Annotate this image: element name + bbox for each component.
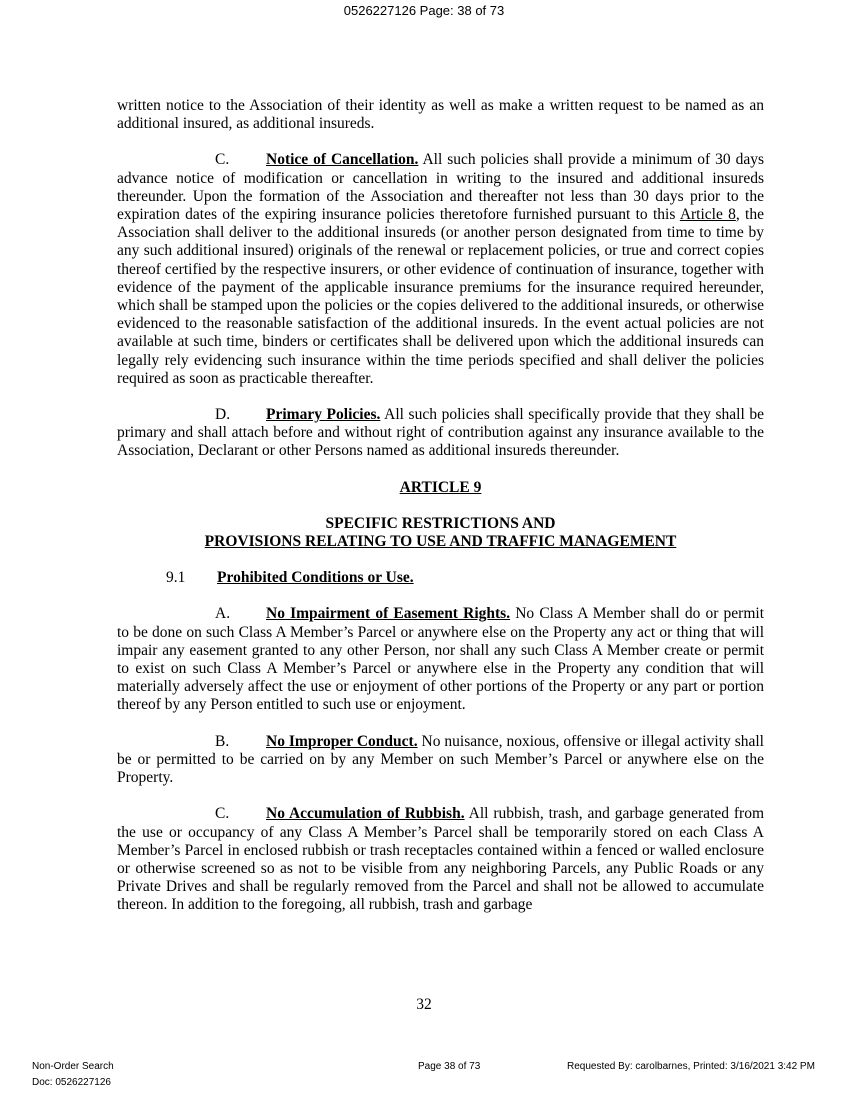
paragraph-text: , the Association shall deliver to the additional insureds (or another person designated from time to time by any such additional insured) originals of the renewal or replacement policies, or true and correct copies thereof certified by the respective insurers, or other evidence of continuation of insurance, together with evidence of the payment of the applicable insurance premiums for the insurance required hereunder, which shall be stamped upon the policies or the copies delivered to the additional insureds, or otherwise evidenced to the reasonable satisfaction of the additional insureds. In the event actual policies are not available at such time, binders or certificates shall be delivered upon which the additional insureds can legally rely evidencing such insurance within the time periods specified and shall deliver the policies required as soon as practicable thereafter. <box>117 206 764 387</box>
intro-paragraph: written notice to the Association of their identity as well as make a written request to be named as an additional insured, as additional insureds. <box>117 97 764 133</box>
paragraph-title: No Accumulation of Rubbish. <box>266 805 465 823</box>
article-subtitle: SPECIFIC RESTRICTIONS AND <box>325 514 556 532</box>
paragraph-title: No Improper Conduct. <box>266 732 418 750</box>
paragraph-no-improper-conduct <box>117 733 764 788</box>
paragraph-notice-of-cancellation <box>117 151 764 388</box>
paragraph-label: B. <box>215 732 230 750</box>
section-heading <box>117 569 764 587</box>
footer-requested-by: Requested By: carolbarnes, Printed: 3/16/2021 3:42 PM <box>567 1061 815 1072</box>
article-heading: ARTICLE 9 <box>399 478 482 496</box>
article-subtitle: PROVISIONS RELATING TO USE AND TRAFFIC MANAGEMENT <box>204 533 677 551</box>
paragraph-no-impairment <box>117 605 764 714</box>
footer-search-type: Non-Order Search <box>32 1061 114 1072</box>
article-reference: Article 8 <box>679 206 736 224</box>
paragraph-text: All rubbish, trash, and garbage generated from the use or occupancy of any Class A Member’s Parcel shall be temporarily stored on each Class A Member’s Parcel in enclosed rubbish or trash receptacles contained within a fenced or walled enclosure or otherwise screened so as not to be visible from any neighboring Parcels, any Public Roads or any Private Drives and shall be regularly removed from the Parcel and shall not be allowed to accumulate thereon. In addition to the foregoing, all rubbish, trash and garbage <box>117 805 764 914</box>
paragraph-label: C. <box>215 805 230 823</box>
footer-page-count: Page 38 of 73 <box>418 1061 481 1072</box>
paragraph-label: A. <box>215 605 231 623</box>
paragraph-no-accumulation <box>117 805 764 914</box>
paragraph-text: All such policies shall specifically provide that they shall be primary and shall attach before and without right of contribution against any insurance available to the Association, Declarant or other Persons named as additional insureds thereunder. <box>117 406 765 460</box>
section-number: 9.1 <box>166 569 186 587</box>
paragraph-label: C. <box>215 151 230 169</box>
page-number: 32 <box>416 996 432 1013</box>
paragraph-title: Primary Policies. <box>266 406 381 424</box>
page-stamp: 0526227126 Page: 38 of 73 <box>343 3 505 18</box>
paragraph-text: All such policies shall provide a minimum of 30 days advance notice of modification or cancellation in writing to the insured and additional insureds thereunder. Upon the formation of the Association and thereafter not less than 30 days prior to the expiration dates of the expiring insurance policies theretofore furnished pursuant to this <box>117 151 764 224</box>
document-body <box>117 97 764 915</box>
paragraph-label: D. <box>215 406 231 424</box>
paragraph-text: No Class A Member shall do or permit to be done on such Class A Member’s Parcel or anywhere else on the Property any act or thing that will impair any easement granted to any other Person, nor shall any such Class A Member create or permit to exist on such Class A Member’s Parcel or anywhere else in the Property any condition that will materially adversely affect the use or enjoyment of other portions of the Property or any part or portion thereof by any Person entitled to such use or enjoyment. <box>117 605 764 714</box>
footer-doc-id: Doc: 0526227126 <box>32 1077 111 1088</box>
paragraph-title: Notice of Cancellation. <box>266 151 419 169</box>
paragraph-title: No Impairment of Easement Rights. <box>266 605 511 623</box>
section-title: Prohibited Conditions or Use. <box>217 569 414 587</box>
paragraph-primary-policies <box>117 406 764 461</box>
paragraph-text: No nuisance, noxious, offensive or illegal activity shall be or permitted to be carried on by any Member on such Member’s Parcel or anywhere else on the Property. <box>117 732 764 787</box>
